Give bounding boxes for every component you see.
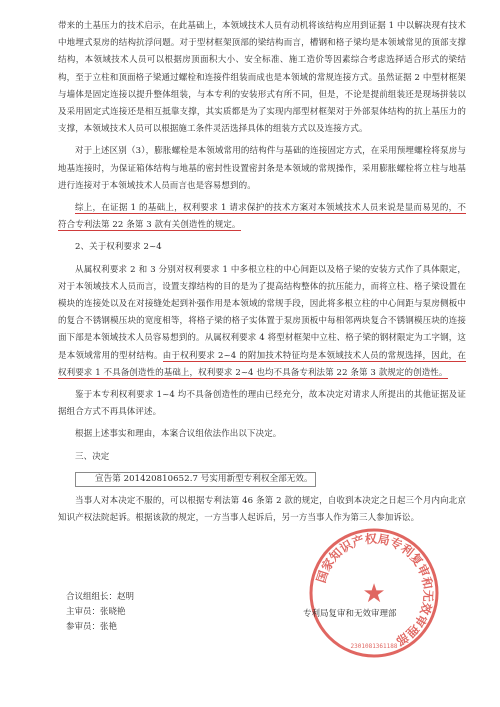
section-heading-claims-2-4: 2、关于权利要求 2~4 [75,242,162,253]
paragraph-technical-inspiration: 带来的土基压力的技术启示，在此基础上，本领域技术人员有动机将该结构应用到证据 1 中以解决现有技术中地埋式泵房的结构抗浮问题。对于型材框架顶部的梁结构而言，槽钢和格子梁均是本领域常见的顶部支撑结构，本领域技术人员可以根据房顶面积大小、安全标准、施工造价等因素综合考虑选择适合形式的梁结构，至于立柱和顶面格子梁通过螺栓和连接件组装而成也是本领域的常规连接方式。虽然证据 2 中型材框架与墙体是固定连接以提升整体组装，与本专利的安装形式有所不同，但是，不论是提前组装还是现场拼装以及采用固定式连接还是相互抵靠支撑，其实质都是为了实现内部型材框架对于外部泵体结构的抗上基压力的支撑，本领域技术人员可以根据施工条件灵活选择具体的组装方式以及连接方式。 [58,21,466,135]
paragraph-dependent-claims [58,262,466,382]
paragraph-difference-3: 对于上述区别（3），膨胀螺栓是本领域常用的结构件与基础的连接固定方式，在采用预埋螺栓将泵房与地基连接时，为保证箱体结构与地基的密封性设置密封条是本领域的常规操作，采用膨胀螺栓将立柱与地基进行连接对于本领域技术人员而言也是容易想到的。 [58,146,466,191]
panel-leader: 合议组组长：赵明 [66,592,135,602]
section-heading-decision: 三、决定 [75,451,110,462]
decision-statement: 宣告第 201420810652.7 号实用新型专利权全部无效。 [75,472,316,487]
paragraph-appeal-rights: 当事人对本决定不服的，可以根据专利法第 46 条第 2 款的规定，自收到本决定之日起三个月内向北京知识产权法院起诉。根据该款的规定，一方当事人起诉后，另一方当事人作为第三人参加诉讼。 [58,496,466,524]
svg-text:2301081361188: 2301081361188 [350,643,398,650]
dependent-claims-text: 从属权利要求 2 和 3 分别对权利要求 1 中多根立柱的中心间距以及格子梁的安装方式作了具体限定，对于本领域技术人员而言，设置支撑结构的目的是为了提高结构整体的抗压能力，而将立柱、格子梁设置在模块的连接处以及在对接缝处起到补强作用是本领域的常规手段，因此将多根立柱的中心间距与泵房侧板中的复合不锈钢模压块的宽度相等，将格子梁的格子实体置于泵房顶板中每相邻两块复合不锈钢模压块的连接面下部是本领域技术人员容易想到的。从属权利要求 4 将型材框架中立柱、格子梁的钢材限定为工字钢，这是本领域常用的型材结构。 [58,264,466,361]
signature-block [66,590,134,635]
lead-examiner: 主审员：张晓艳 [66,607,126,617]
claim1-conclusion-text: 综上，在证据 1 的基础上，权利要求 1 请求保护的技术方案对本领域技术人员来说是显而易见的，不符合专利法第 22 条第 3 款有关创造性的规定。 [58,203,466,231]
svg-text:国家知识产权局专利复审和无效审理部: 国家知识产权局专利复审和无效审理部 [314,531,436,649]
paragraph-basis: 根据上述事实和理由，本案合议组依法作出以下决定。 [75,429,282,440]
issuing-office: 专利局复审和无效审理部 [303,609,397,619]
official-seal-stamp [307,526,441,660]
paragraph-other-evidence: 鉴于本专利权利要求 1~4 均不具备创造性的理由已经充分，故本决定对请求人所提出的其他证据及证据组合方式不再具体评述。 [58,390,466,418]
participating-examiner: 参审员：张艳 [66,622,118,632]
svg-text:★: ★ [362,579,386,609]
paragraph-claim1-conclusion [58,200,466,234]
paragraph-decision [58,471,466,488]
dependent-claims-conclusion: 由于权利要求 2~4 的附加技术特征均是本领域技术人员的常规选择，因此，在权利要求 1 不具备创造性的基础上，权利要求 2~4 也均不具备专利法第 22 条第 3 款规定的创造性。 [58,350,467,378]
document-body [58,18,466,527]
